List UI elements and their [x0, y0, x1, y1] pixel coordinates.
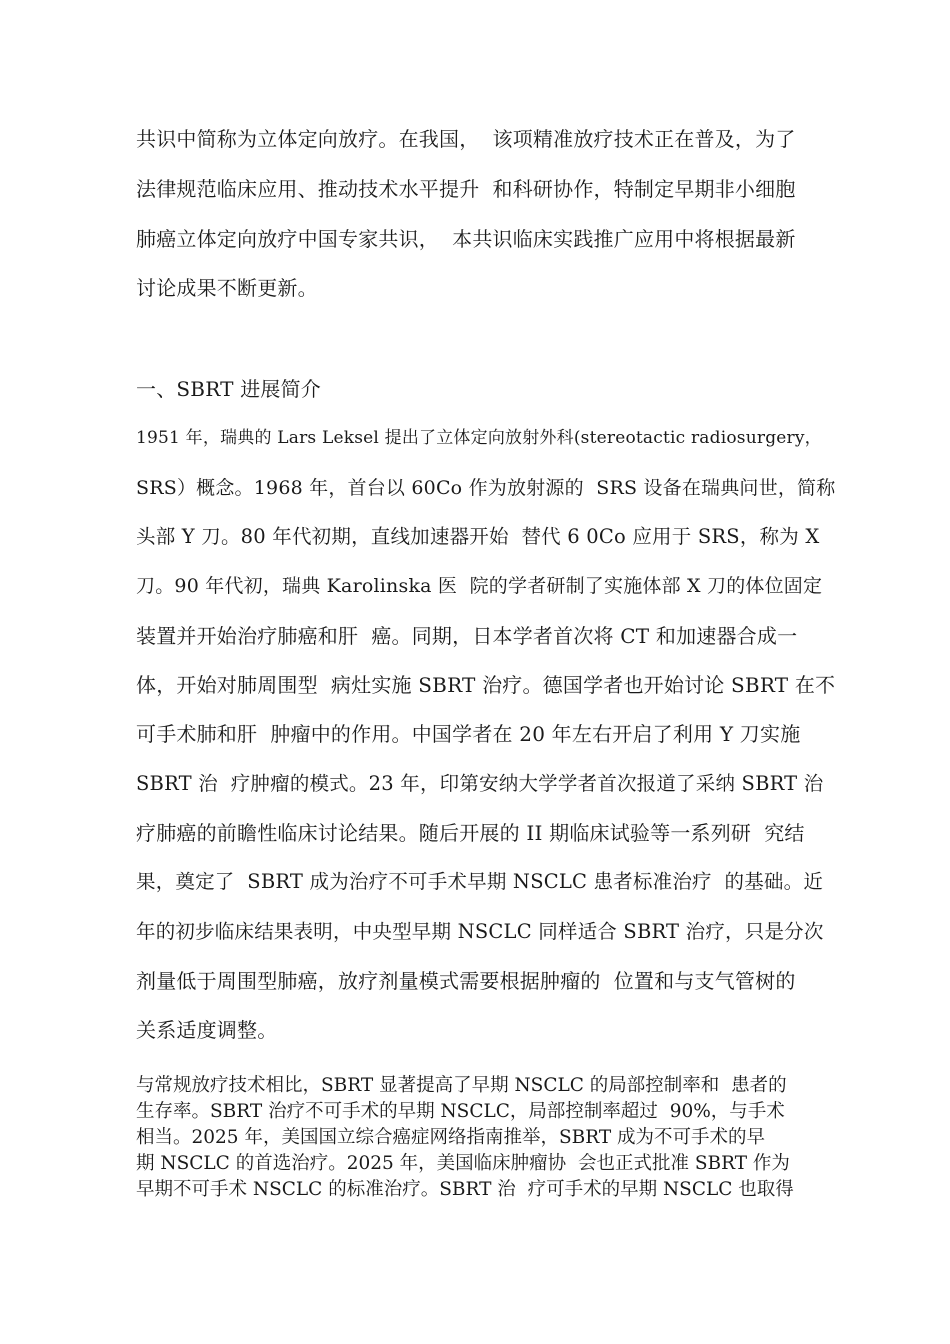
text-line: 期 NSCLC 的首选治疗。2025 年，美国临床肿瘤协 会也正式批准 SBRT 作为: [136, 1153, 790, 1174]
text-line: 可手术肺和肝 肿瘤中的作用。中国学者在 20 年左右开启了利用 Y 刀实施: [136, 722, 801, 746]
text-line: 法律规范临床应用、推动技术水平提升 和科研协作，特制定早期非小细胞: [136, 177, 796, 201]
text-line: 早期不可手术 NSCLC 的标准治疗。SBRT 治 疗可手术的早期 NSCLC 也取得: [136, 1179, 794, 1200]
text-line: 剂量低于周围型肺癌，放疗剂量模式需要根据肿瘤的 位置和与支气管树的: [136, 969, 796, 993]
text-line: 相当。2025 年，美国国立综合癌症网络指南推举，SBRT 成为不可手术的早: [136, 1127, 766, 1148]
section-heading: 一、SBRT 进展简介: [136, 377, 322, 401]
text-line: SBRT 治 疗肿瘤的模式。23 年，印第安纳大学学者首次报道了采纳 SBRT 治: [136, 772, 824, 795]
text-line: 关系适度调整。: [136, 1018, 278, 1042]
text-line: 体，开始对肺周围型 病灶实施 SBRT 治疗。德国学者也开始讨论 SBRT 在不: [136, 673, 836, 697]
text-line: 装置并开始治疗肺癌和肝 癌。同期，日本学者首次将 CT 和加速器合成一: [136, 624, 798, 648]
text-line: 共识中简称为立体定向放疗。在我国， 该项精准放疗技术正在普及，为了: [136, 127, 796, 151]
text-line: 讨论成果不断更新。: [136, 276, 318, 300]
text-line: SRS）概念。1968 年，首台以 60Co 作为放射源的 SRS 设备在瑞典问世，简称: [136, 477, 836, 499]
text-line: 生存率。SBRT 治疗不可手术的早期 NSCLC，局部控制率超过 90%，与手术: [136, 1101, 785, 1122]
text-line: 果，奠定了 SBRT 成为治疗不可手术早期 NSCLC 患者标准治疗 的基础。近: [136, 870, 824, 893]
text-line: 1951 年，瑞典的 Lars Leksel 提出了立体定向放射外科(stereotactic radiosurgery，: [136, 428, 822, 448]
text-line: 年的初步临床结果表明，中央型早期 NSCLC 同样适合 SBRT 治疗，只是分次: [136, 920, 824, 943]
text-line: 肺癌立体定向放疗中国专家共识， 本共识临床实践推广应用中将根据最新: [136, 227, 796, 251]
text-line: 与常规放疗技术相比，SBRT 显著提高了早期 NSCLC 的局部控制率和 患者的: [136, 1075, 787, 1096]
text-line: 头部 Y 刀。80 年代初期，直线加速器开始 替代 6 0Co 应用于 SRS，称为 X: [136, 525, 820, 548]
text-line: 疗肺癌的前瞻性临床讨论结果。随后开展的 II 期临床试验等一系列研 究结: [136, 821, 805, 845]
text-line: 刀。90 年代初，瑞典 Karolinska 医 院的学者研制了实施体部 X 刀的体位固定: [136, 575, 823, 597]
